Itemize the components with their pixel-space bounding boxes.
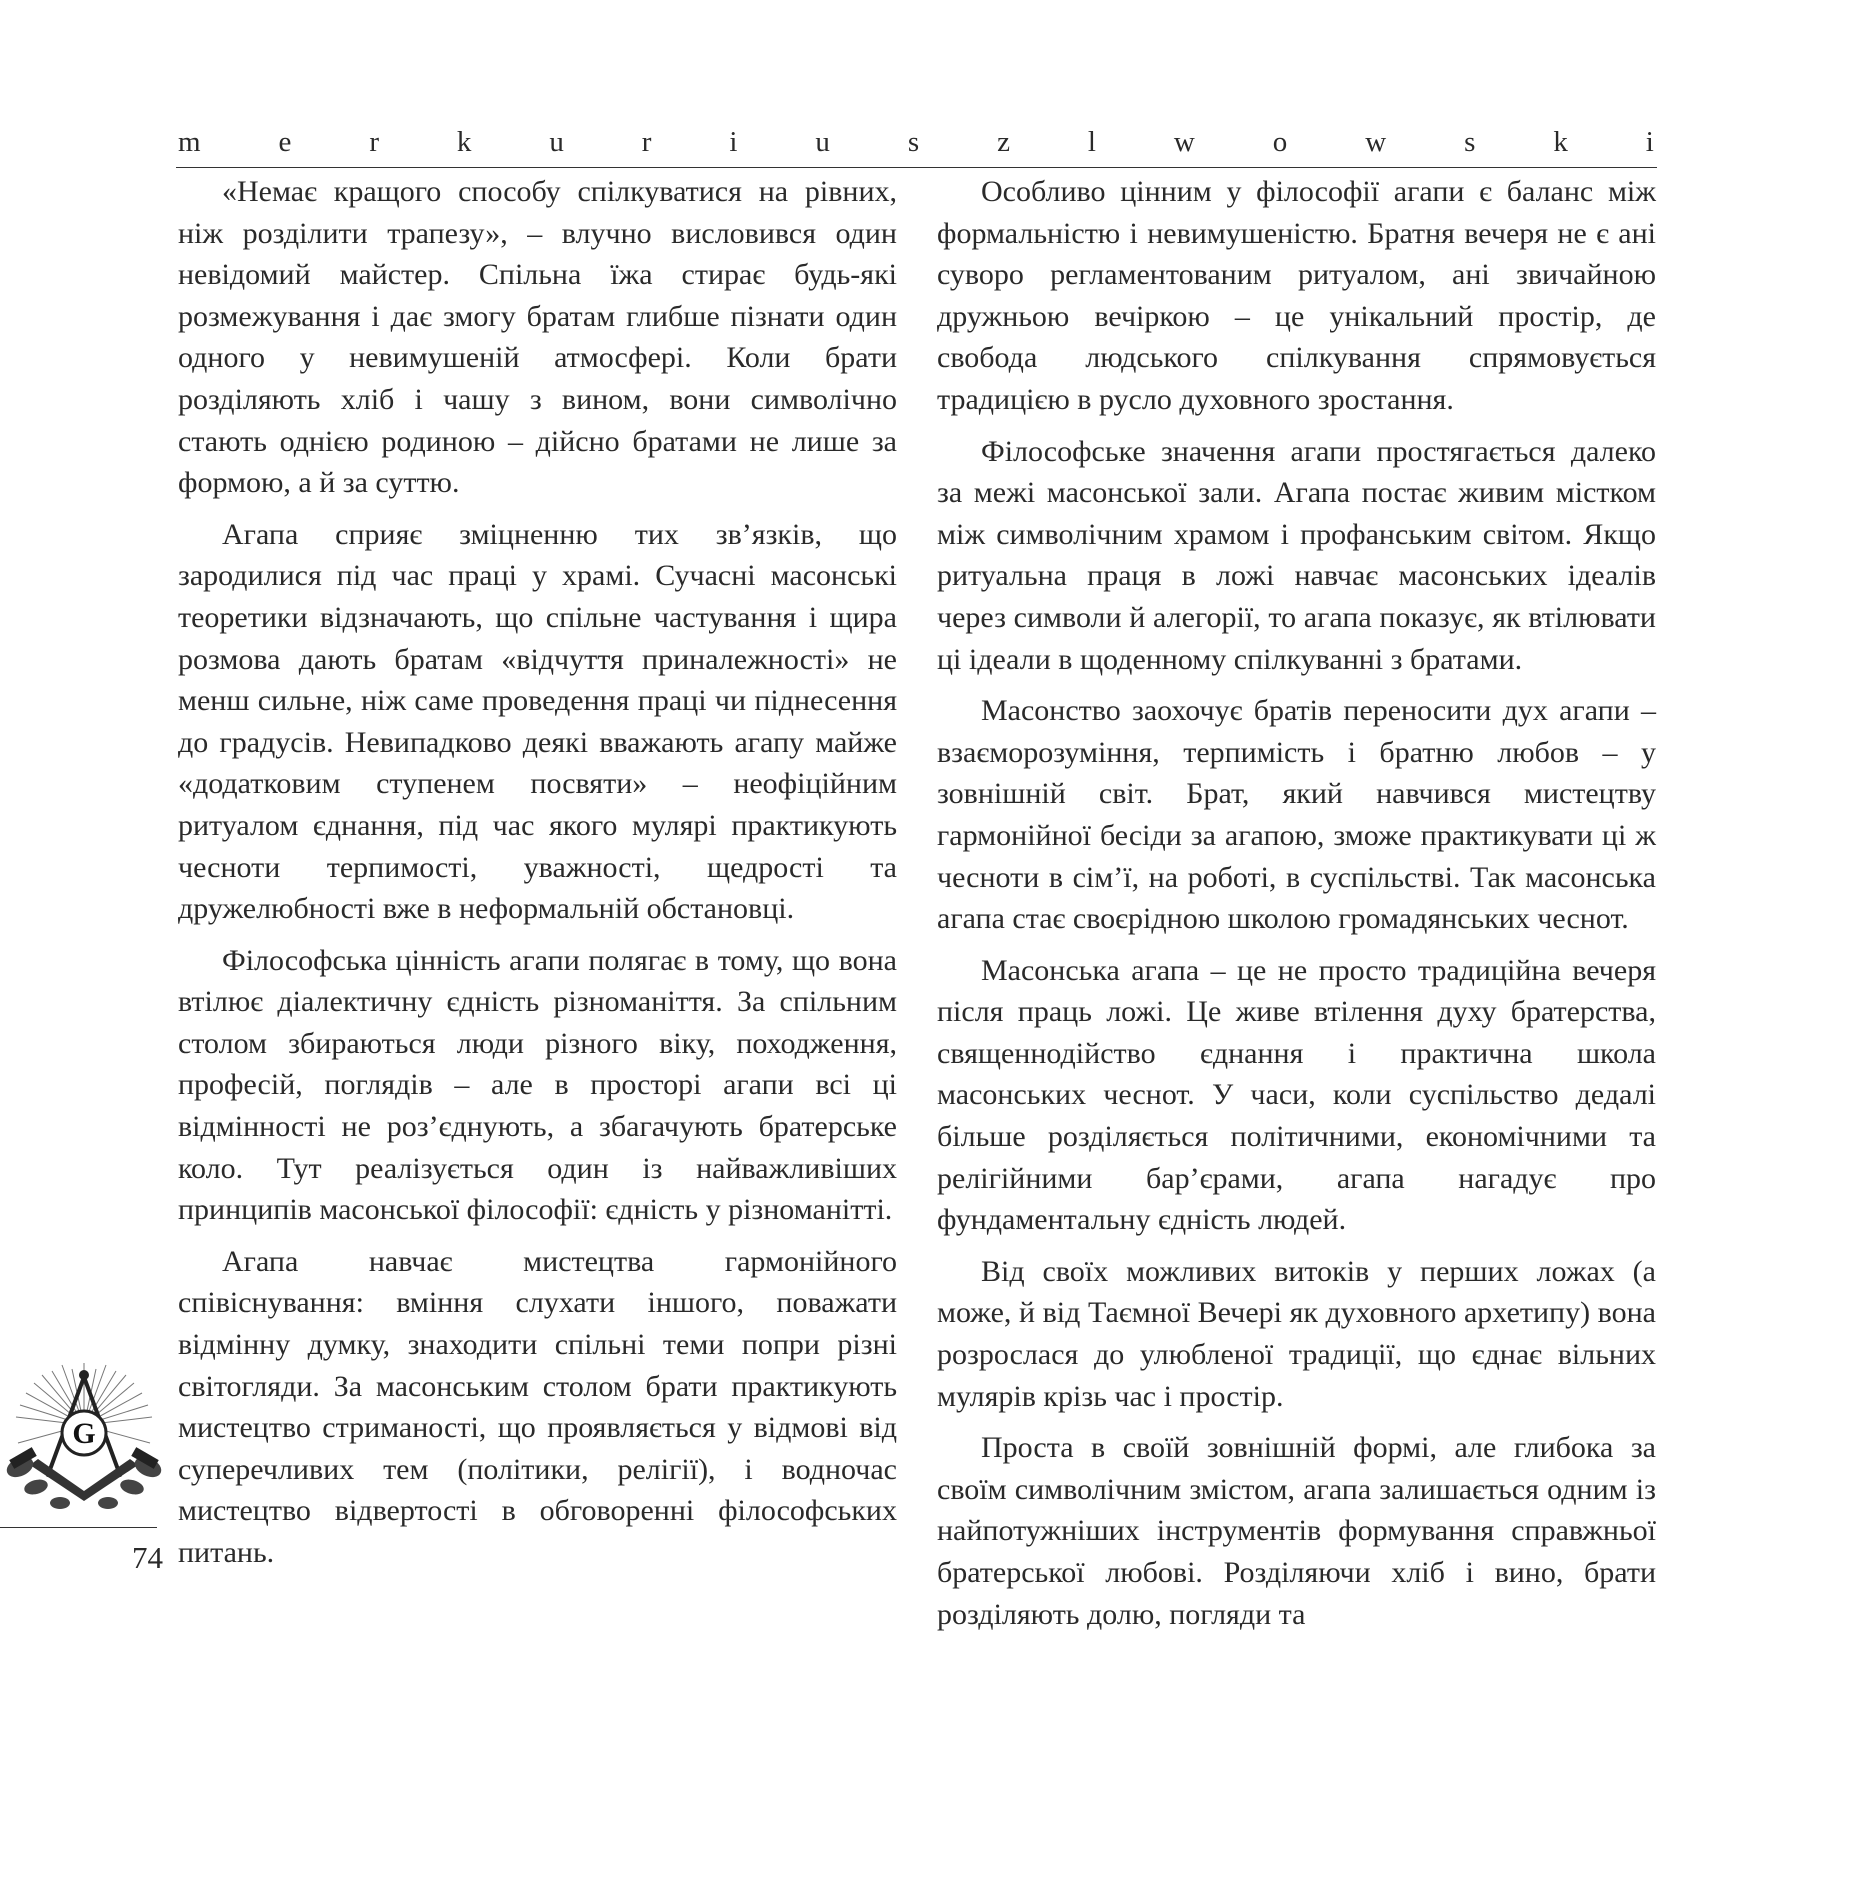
- paragraph: Агапа навчає мистецтва гармонійного співіснування: вміння слухати іншого, поважати відмінну думку, знаходити спільні теми попри різні світогляди. За масонським столом брати практикують мистецтво стриманості, що проявляється у відмові від суперечливих тем (політики, релігії), і водночас мистецтво відвертості в обговоренні філософських питань.: [178, 1244, 897, 1569]
- running-head-letter: e: [278, 126, 292, 158]
- left-column: [178, 171, 897, 1574]
- paragraph: Філософська цінність агапи полягає в тому, що вона втілює діалектичну єдність різноманіття. За спільним столом збираються люди різного віку, походження, професій, поглядів – але в просторі агапи всі ці відмінності не роз’єднують, а збагачують братерське коло. Тут реалізується один із найважливіших принципів масонської філософії: єдність у різноманітті.: [178, 943, 897, 1227]
- svg-text:G: G: [72, 1417, 96, 1450]
- running-head-letter: i: [1645, 126, 1654, 158]
- running-head-letter: u: [815, 126, 830, 158]
- paragraph: Філософське значення агапи простягається далеко за межі масонської зали. Агапа постає живим містком між символічним храмом і профанським світом. Якщо ритуальна праця в ложі навчає масонських ідеалів через символи й алегорії, то агапа показує, як втілювати ці ідеали в щоденному спілкуванні з братами.: [937, 434, 1656, 676]
- page-number: 74: [132, 1540, 163, 1575]
- running-head-letter: w: [1173, 126, 1195, 158]
- running-head-letter: r: [641, 126, 652, 158]
- running-head-letter: m: [178, 126, 201, 158]
- running-head-letter: s: [1464, 126, 1476, 158]
- running-head-letter: r: [369, 126, 379, 158]
- paragraph: Агапа сприяє зміцненню тих зв’язків, що зародилися під час праці у храмі. Сучасні масонські теоретики відзначають, що спільне частування і щира розмова дають братам «відчуття приналежності» не менш сильне, ніж саме проведення праці чи піднесення до градусів. Невипадково деякі вважають агапу майже «додатковим ступенем посвяти» – неофіційним ритуалом єднання, під час якого мулярі практикують чесноти терпимості, уважності, щедрості та дружелюбності вже в неформальній обстановці.: [178, 517, 897, 926]
- paragraph: Особливо цінним у філософії агапи є баланс між формальністю і невимушеністю. Братня вечеря не є ані суворо регламентованим ритуалом, ані звичайною дружньою вечіркою – це унікальний простір, де свобода людського спілкування спрямовується традицією в русло духовного зростання.: [937, 175, 1656, 416]
- running-head-letter: s: [907, 126, 920, 158]
- running-head-letter: u: [549, 126, 564, 158]
- masonic-square-compass-g-icon: [0, 1355, 168, 1517]
- running-head-letter: w: [1365, 126, 1387, 158]
- running-head: [178, 128, 1654, 157]
- folio-rule: [0, 1527, 157, 1528]
- running-head-letter: l: [1087, 126, 1096, 158]
- paragraph: Від своїх можливих витоків у перших ложах (а може, й від Таємної Вечері як духовного архетипу) вона розрослася до улюбленої традиції, що єднає вільних мулярів крізь час і простір.: [937, 1254, 1656, 1413]
- running-head-letter: i: [729, 126, 738, 158]
- running-head-letter: k: [1553, 126, 1568, 158]
- running-head-letter: k: [456, 126, 472, 158]
- right-column: [937, 171, 1656, 1635]
- paragraph: Масонство заохочує братів переносити дух агапи – взаєморозуміння, терпимість і братню любов – у зовнішній світ. Брат, який навчився мистецтву гармонійної бесіди за агапою, зможе практикувати ці ж чесноти в сім’ї, на роботі, в суспільстві. Так масонська агапа стає своєрідною школою громадянських чеснот.: [937, 694, 1656, 936]
- running-head-letter: o: [1272, 126, 1288, 158]
- paragraph: Масонська агапа – це не просто традиційна вечеря після праць ложі. Це живе втілення духу братерства, священнодійство єднання і практична школа масонських чеснот. У часи, коли суспільство дедалі більше розділяється політичними, економічними та релігійними бар’єрами, агапа нагадує про фундаментальну єдність людей.: [937, 953, 1656, 1237]
- running-head-letter: z: [997, 126, 1010, 158]
- paragraph: Проста в своїй зовнішній формі, але глибока за своїм символічним змістом, агапа залишається одним із найпотужніших інструментів формування справжньої братерської любові. Розділяючи хліб і вино, брати розділяють долю, погляди та: [937, 1431, 1656, 1631]
- header-rule: [176, 167, 1657, 168]
- paragraph: «Немає кращого способу спілкуватися на рівних, ніж розділити трапезу», – влучно висловився один невідомий майстер. Спільна їжа стирає будь-які розмежування і дає змогу братам глибше пізнати один одного у невимушеній атмосфері. Коли брати розділяють хліб і чашу з вином, вони символічно стають однією родиною – дійсно братами не лише за формою, а й за суттю.: [178, 175, 897, 500]
